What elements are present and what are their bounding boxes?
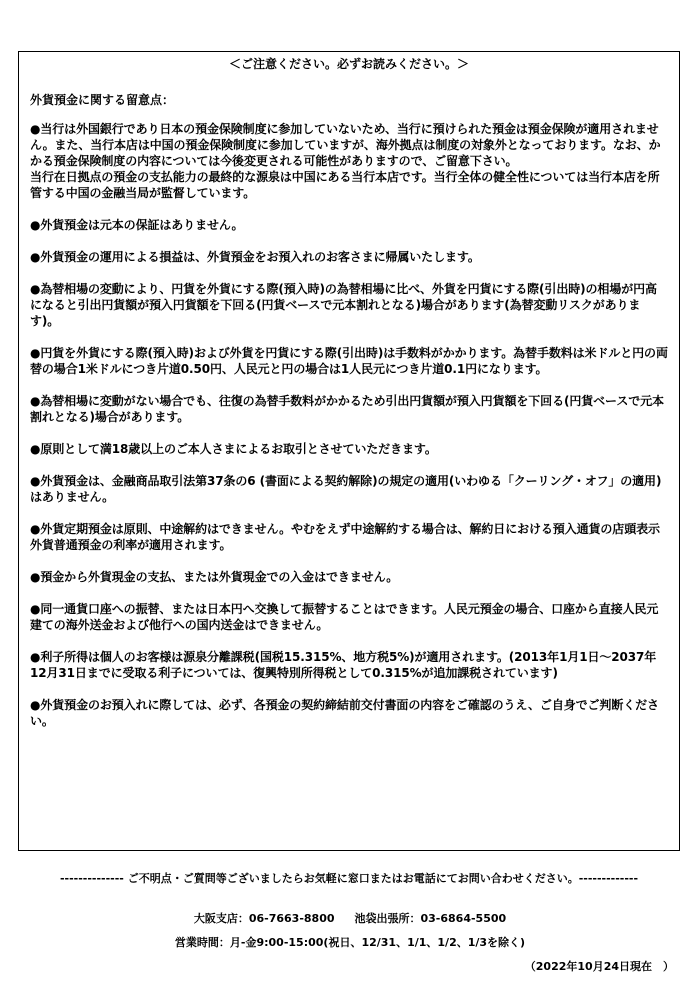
notice-item-text: ●原則として満18歳以上のご本人さまによるお取引とさせていただきます。 [30,442,437,456]
notice-item-text: ●利子所得は個人のお客様は源泉分離課税(国税15.315%、地方税5%)が適用されます。(2013年1月1日～2037年12月31日までに受取る利子については、復興特別所得税として0.315%が追加課税されています) [30,650,657,680]
notice-item [30,217,668,233]
notice-box [18,51,680,851]
notice-item [30,601,668,633]
ikebukuro-office-phone: 池袋出張所：03-6864-5500 [354,912,507,925]
notice-item [30,249,668,265]
notice-item-text: ●外貨預金は、金融商品取引法第37条の6 (書面による契約解除)の規定の適用(いわゆる「クーリング・オフ」の適用)はありません。 [30,474,662,504]
notice-item-text: ●為替相場に変動がない場合でも、往復の為替手数料がかかるため引出円貨額が預入円貨額を下回る(円貨ベースで元本割れとなる)場合があります。 [30,394,664,424]
as-of-date: （2022年10月24日現在 ） [524,960,674,973]
notice-item [30,473,668,505]
notice-item-text: ●円貨を外貨にする際(預入時)および外貨を円貨にする際(引出時)は手数料がかかります。為替手数料は米ドルと円の両替の場合1米ドルにつき片道0.50円、人民元と円の場合は1人民元につき片道0.1円になります。 [30,346,668,376]
notice-item-text: ●外貨預金は元本の保証はありません。 [30,218,244,232]
notice-item [30,281,668,329]
notice-item [30,441,668,457]
notice-item [30,121,668,201]
notice-item-text: ●為替相場の変動により、円貨を外貨にする際(預入時)の為替相場に比べ、外貨を円貨にする際(引出時)の相場が円高になると引出円貨額が預入円貨額を下回る(円貨ベースで元本割れとなる)場合があります(為替変動リスクがあります)。 [30,282,657,328]
business-hours: 営業時間：月-金9:00-15:00(祝日、12/31、1/1、1/2、1/3を除く) [174,936,526,949]
notice-item [30,569,668,585]
notice-item [30,345,668,377]
notice-subtitle: 外貨預金に関する留意点： [30,93,175,107]
contact-numbers [0,912,700,926]
notice-item-text: ●外貨預金のお預入れに際しては、必ず、各預金の契約締結前交付書面の内容をご確認のうえ、ご自身でご判断ください。 [30,698,659,728]
notice-item-text: 当行在日拠点の預金の支払能力の最終的な源泉は中国にある当行本店です。当行全体の健全性については当行本店を所管する中国の金融当局が監督しています。 [30,170,660,200]
notice-item-text: ●当行は外国銀行であり日本の預金保険制度に参加していないため、当行に預けられた預金は預金保険が適用されません。また、当行本店は中国の預金保険制度に参加していますが、海外拠点は制度の対象外となっております。なお、かかる預金保険制度の内容については今後変更される可能性がありますので、ご留意下さい。 [30,122,661,168]
notice-item [30,393,668,425]
notice-item [30,697,668,729]
notice-item-text: ●同一通貨口座への振替、または日本円へ交換して振替することはできます。人民元預金の場合、口座から直接人民元建ての海外送金および他行への国内送金はできません。 [30,602,659,632]
notice-item-text: ●外貨預金の運用による損益は、外貨預金をお預入れのお客さまに帰属いたします。 [30,250,480,264]
notice-header: ＜ご注意ください。必ずお読みください。＞ [228,57,469,71]
notice-item-text: ●外貨定期預金は原則、中途解約はできません。やむをえず中途解約する場合は、解約日における預入通貨の店頭表示外貨普通預金の利率が適用されます。 [30,522,660,552]
notes-list [30,121,668,729]
osaka-branch-phone: 大阪支店：06-7663-8800 [193,912,335,925]
inquiry-line: -------------- ご不明点・ご質問等ございましたらお気軽に窓口またはお電話にてお問い合わせください。------------- [59,872,639,885]
notice-item [30,649,668,681]
notice-item-text: ●預金から外貨現金の支払、または外貨現金での入金はできません。 [30,570,399,584]
notice-item [30,521,668,553]
